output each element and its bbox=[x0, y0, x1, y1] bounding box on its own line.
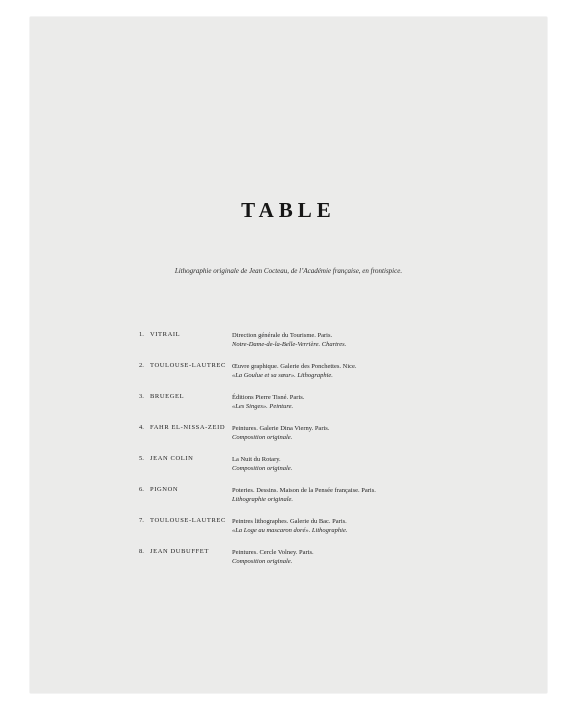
entry-number: 5. bbox=[139, 455, 144, 462]
entry-work: Notre-Dame-de-la-Belle-Verrière. Chartres. bbox=[232, 341, 347, 348]
entry-description bbox=[232, 362, 357, 380]
paper-sheet bbox=[30, 17, 547, 693]
page-title: TABLE bbox=[241, 198, 336, 222]
entry-description bbox=[232, 455, 292, 473]
entry-work: Composition originale. bbox=[232, 434, 293, 441]
entry-work: Composition originale. bbox=[232, 558, 293, 565]
entry-source: Éditions Pierre Tisné. Paris. bbox=[232, 394, 305, 401]
entry-description bbox=[232, 331, 346, 349]
entry-number: 7. bbox=[139, 517, 144, 524]
entry-description bbox=[232, 548, 314, 566]
entry-work: Lithographie originale. bbox=[232, 496, 294, 503]
entry-number: 1. bbox=[139, 331, 144, 338]
entry-source: Peintres lithographes. Galerie du Bac. Paris. bbox=[232, 518, 347, 525]
entry-description bbox=[232, 486, 376, 504]
toc-entry bbox=[139, 486, 439, 517]
entry-name: BRUEGEL bbox=[150, 393, 185, 400]
entry-name: TOULOUSE-LAUTREC bbox=[150, 362, 226, 369]
entry-number: 8. bbox=[139, 548, 144, 555]
toc-entry bbox=[139, 331, 439, 362]
entry-name: JEAN COLIN bbox=[150, 455, 194, 462]
entry-source: Poteries. Dessins. Maison de la Pensée française. Paris. bbox=[232, 487, 376, 494]
entry-name: FAHR EL-NISSA-ZEID bbox=[150, 424, 226, 431]
entry-number: 6. bbox=[139, 486, 144, 493]
entry-work: «La Goulue et sa sœur». Lithographie. bbox=[232, 372, 333, 379]
entry-name: TOULOUSE-LAUTREC bbox=[150, 517, 226, 524]
entry-work: «La Loge au mascaron doré». Lithographie. bbox=[232, 527, 348, 534]
table-of-contents bbox=[139, 331, 439, 579]
entry-number: 4. bbox=[139, 424, 144, 431]
entry-work: Composition originale. bbox=[232, 465, 293, 472]
toc-entry bbox=[139, 455, 439, 486]
entry-description bbox=[232, 393, 304, 411]
entry-number: 2. bbox=[139, 362, 144, 369]
entry-source: Peintures. Cercle Volney. Paris. bbox=[232, 549, 314, 556]
toc-entry bbox=[139, 517, 439, 548]
toc-entry bbox=[139, 548, 439, 579]
toc-entry bbox=[139, 424, 439, 455]
entry-description bbox=[232, 517, 348, 535]
entry-name: VITRAIL bbox=[150, 331, 181, 338]
toc-entry bbox=[139, 393, 439, 424]
entry-source: Œuvre graphique. Galerie des Ponchettes. Nice. bbox=[232, 363, 357, 370]
entry-name: JEAN DUBUFFET bbox=[150, 548, 209, 555]
entry-source: La Nuit du Rotary. bbox=[232, 456, 281, 463]
entry-name: PIGNON bbox=[150, 486, 179, 493]
toc-entry bbox=[139, 362, 439, 393]
entry-source: Direction générale du Tourisme. Paris. bbox=[232, 332, 333, 339]
frontispiece-note: Lithographie originale de Jean Cocteau, de l’Académie française, en frontispice. bbox=[174, 267, 403, 275]
entry-description bbox=[232, 424, 329, 442]
entry-source: Peintures. Galerie Dina Vierny. Paris. bbox=[232, 425, 330, 432]
entry-work: «Les Singes». Peinture. bbox=[232, 403, 294, 410]
entry-number: 3. bbox=[139, 393, 144, 400]
